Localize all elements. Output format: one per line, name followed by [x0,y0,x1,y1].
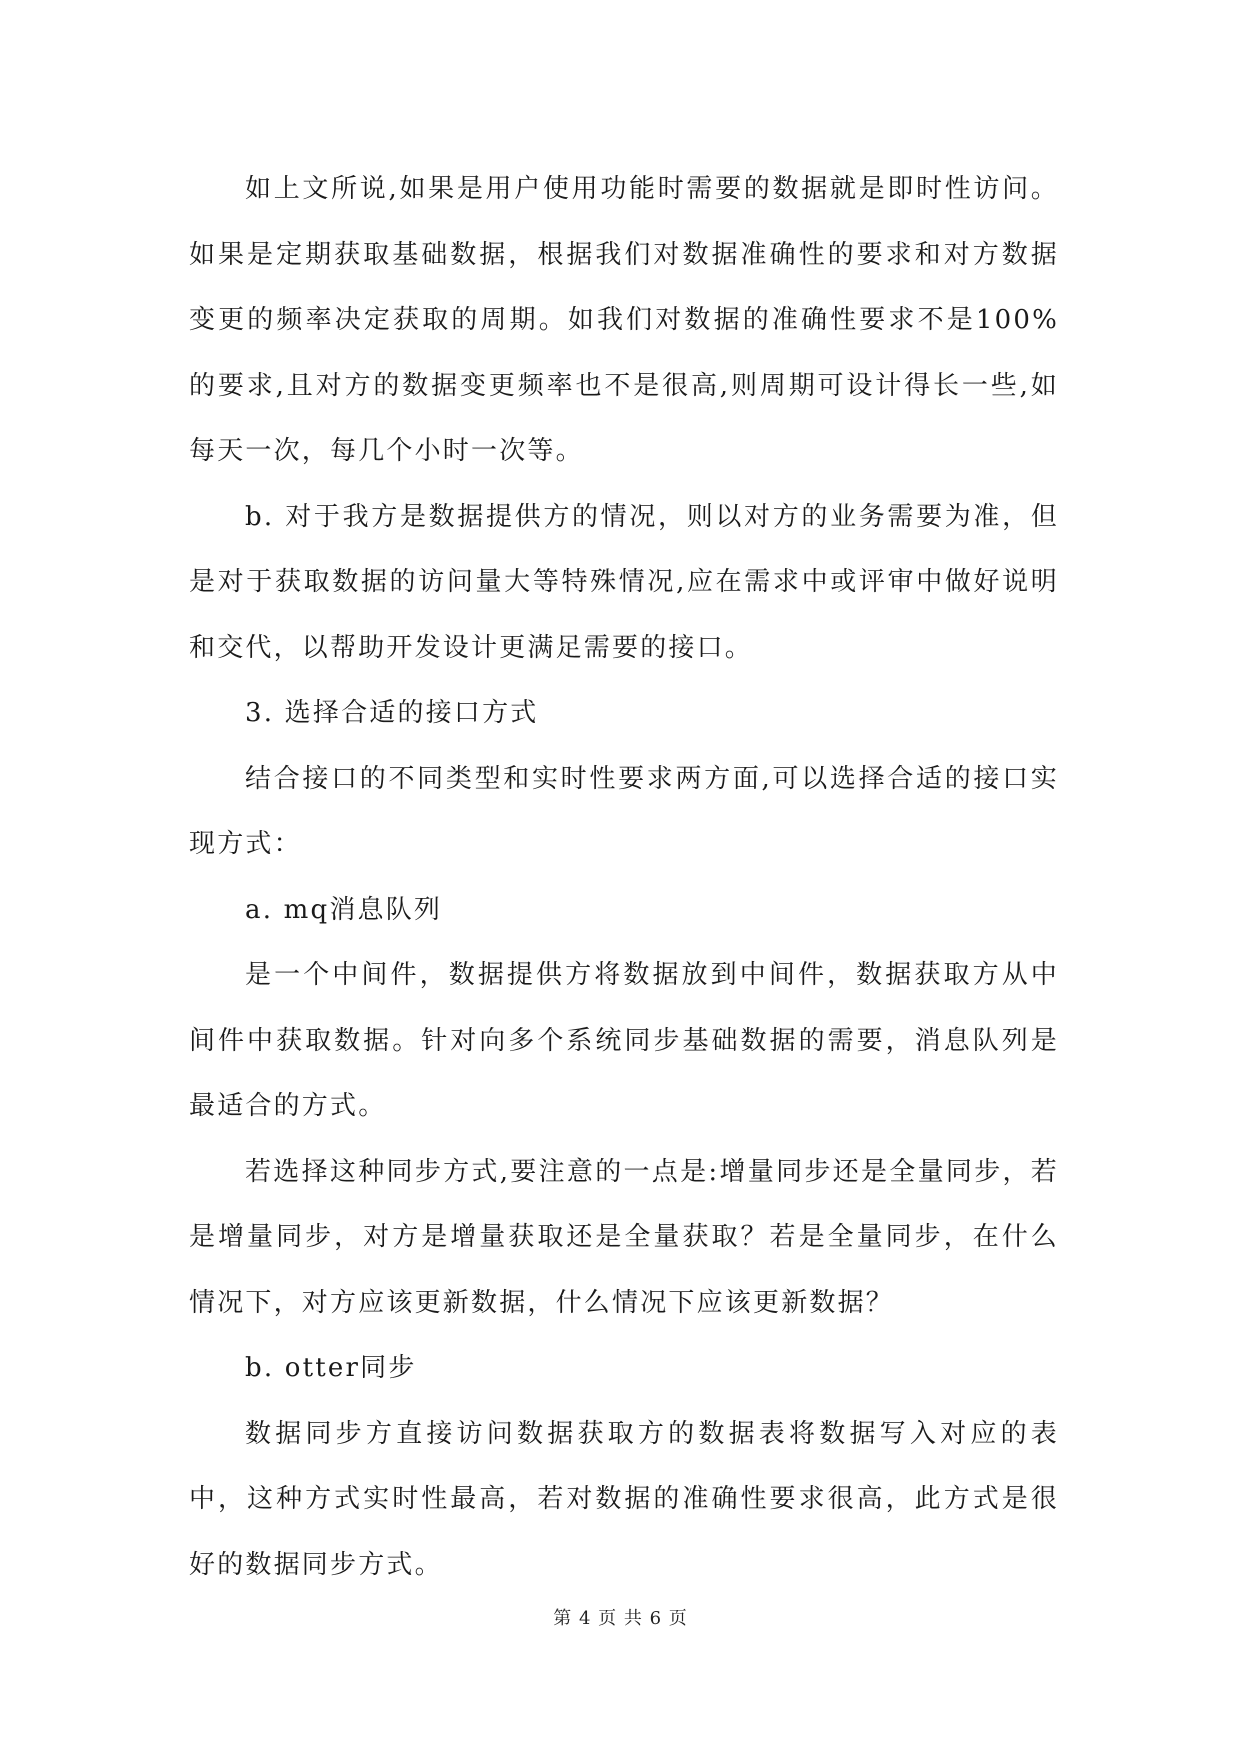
footer-suffix: 页 [668,1608,688,1629]
footer-current-page: 4 [578,1608,592,1629]
paragraph: b. 对于我方是数据提供方的情况，则以对方的业务需要为准，但是对于获取数据的访问量大等特殊情况,应在需求中或评审中做好说明和交代，以帮助开发设计更满足需要的接口。 [189,501,1059,663]
document-body [189,157,1059,1598]
page-footer [0,1604,1241,1630]
section-heading: 3. 选择合适的接口方式 [245,698,539,728]
paragraph: 若选择这种同步方式,要注意的一点是:增量同步还是全量同步，若是增量同步，对方是增量获取还是全量获取？若是全量同步，在什么情况下，对方应该更新数据，什么情况下应该更新数据？ [189,1156,1059,1318]
subsection-heading: b. otter同步 [245,1353,417,1383]
subsection-heading: a. mq消息队列 [245,894,443,925]
paragraph: 如上文所说,如果是用户使用功能时需要的数据就是即时性访问。如果是定期获取基础数据，根据我们对数据准确性的要求和对方数据变更的频率决定获取的周期。如我们对数据的准确性要求不是100%的要求,且对方的数据变更频率也不是很高,则周期可设计得长一些,如每天一次，每几个小时一次等。 [189,174,1059,466]
paragraph: 结合接口的不同类型和实时性要求两方面,可以选择合适的接口实现方式： [189,763,1059,859]
footer-total-pages: 6 [649,1608,663,1629]
paragraph: 是一个中间件，数据提供方将数据放到中间件，数据获取方从中间件中获取数据。针对向多个系统同步基础数据的需要，消息队列是最适合的方式。 [189,960,1059,1121]
footer-prefix: 第 [553,1608,573,1629]
footer-middle: 页 共 [598,1608,643,1629]
paragraph: 数据同步方直接访问数据获取方的数据表将数据写入对应的表中，这种方式实时性最高，若对数据的准确性要求很高，此方式是很好的数据同步方式。 [189,1418,1059,1580]
